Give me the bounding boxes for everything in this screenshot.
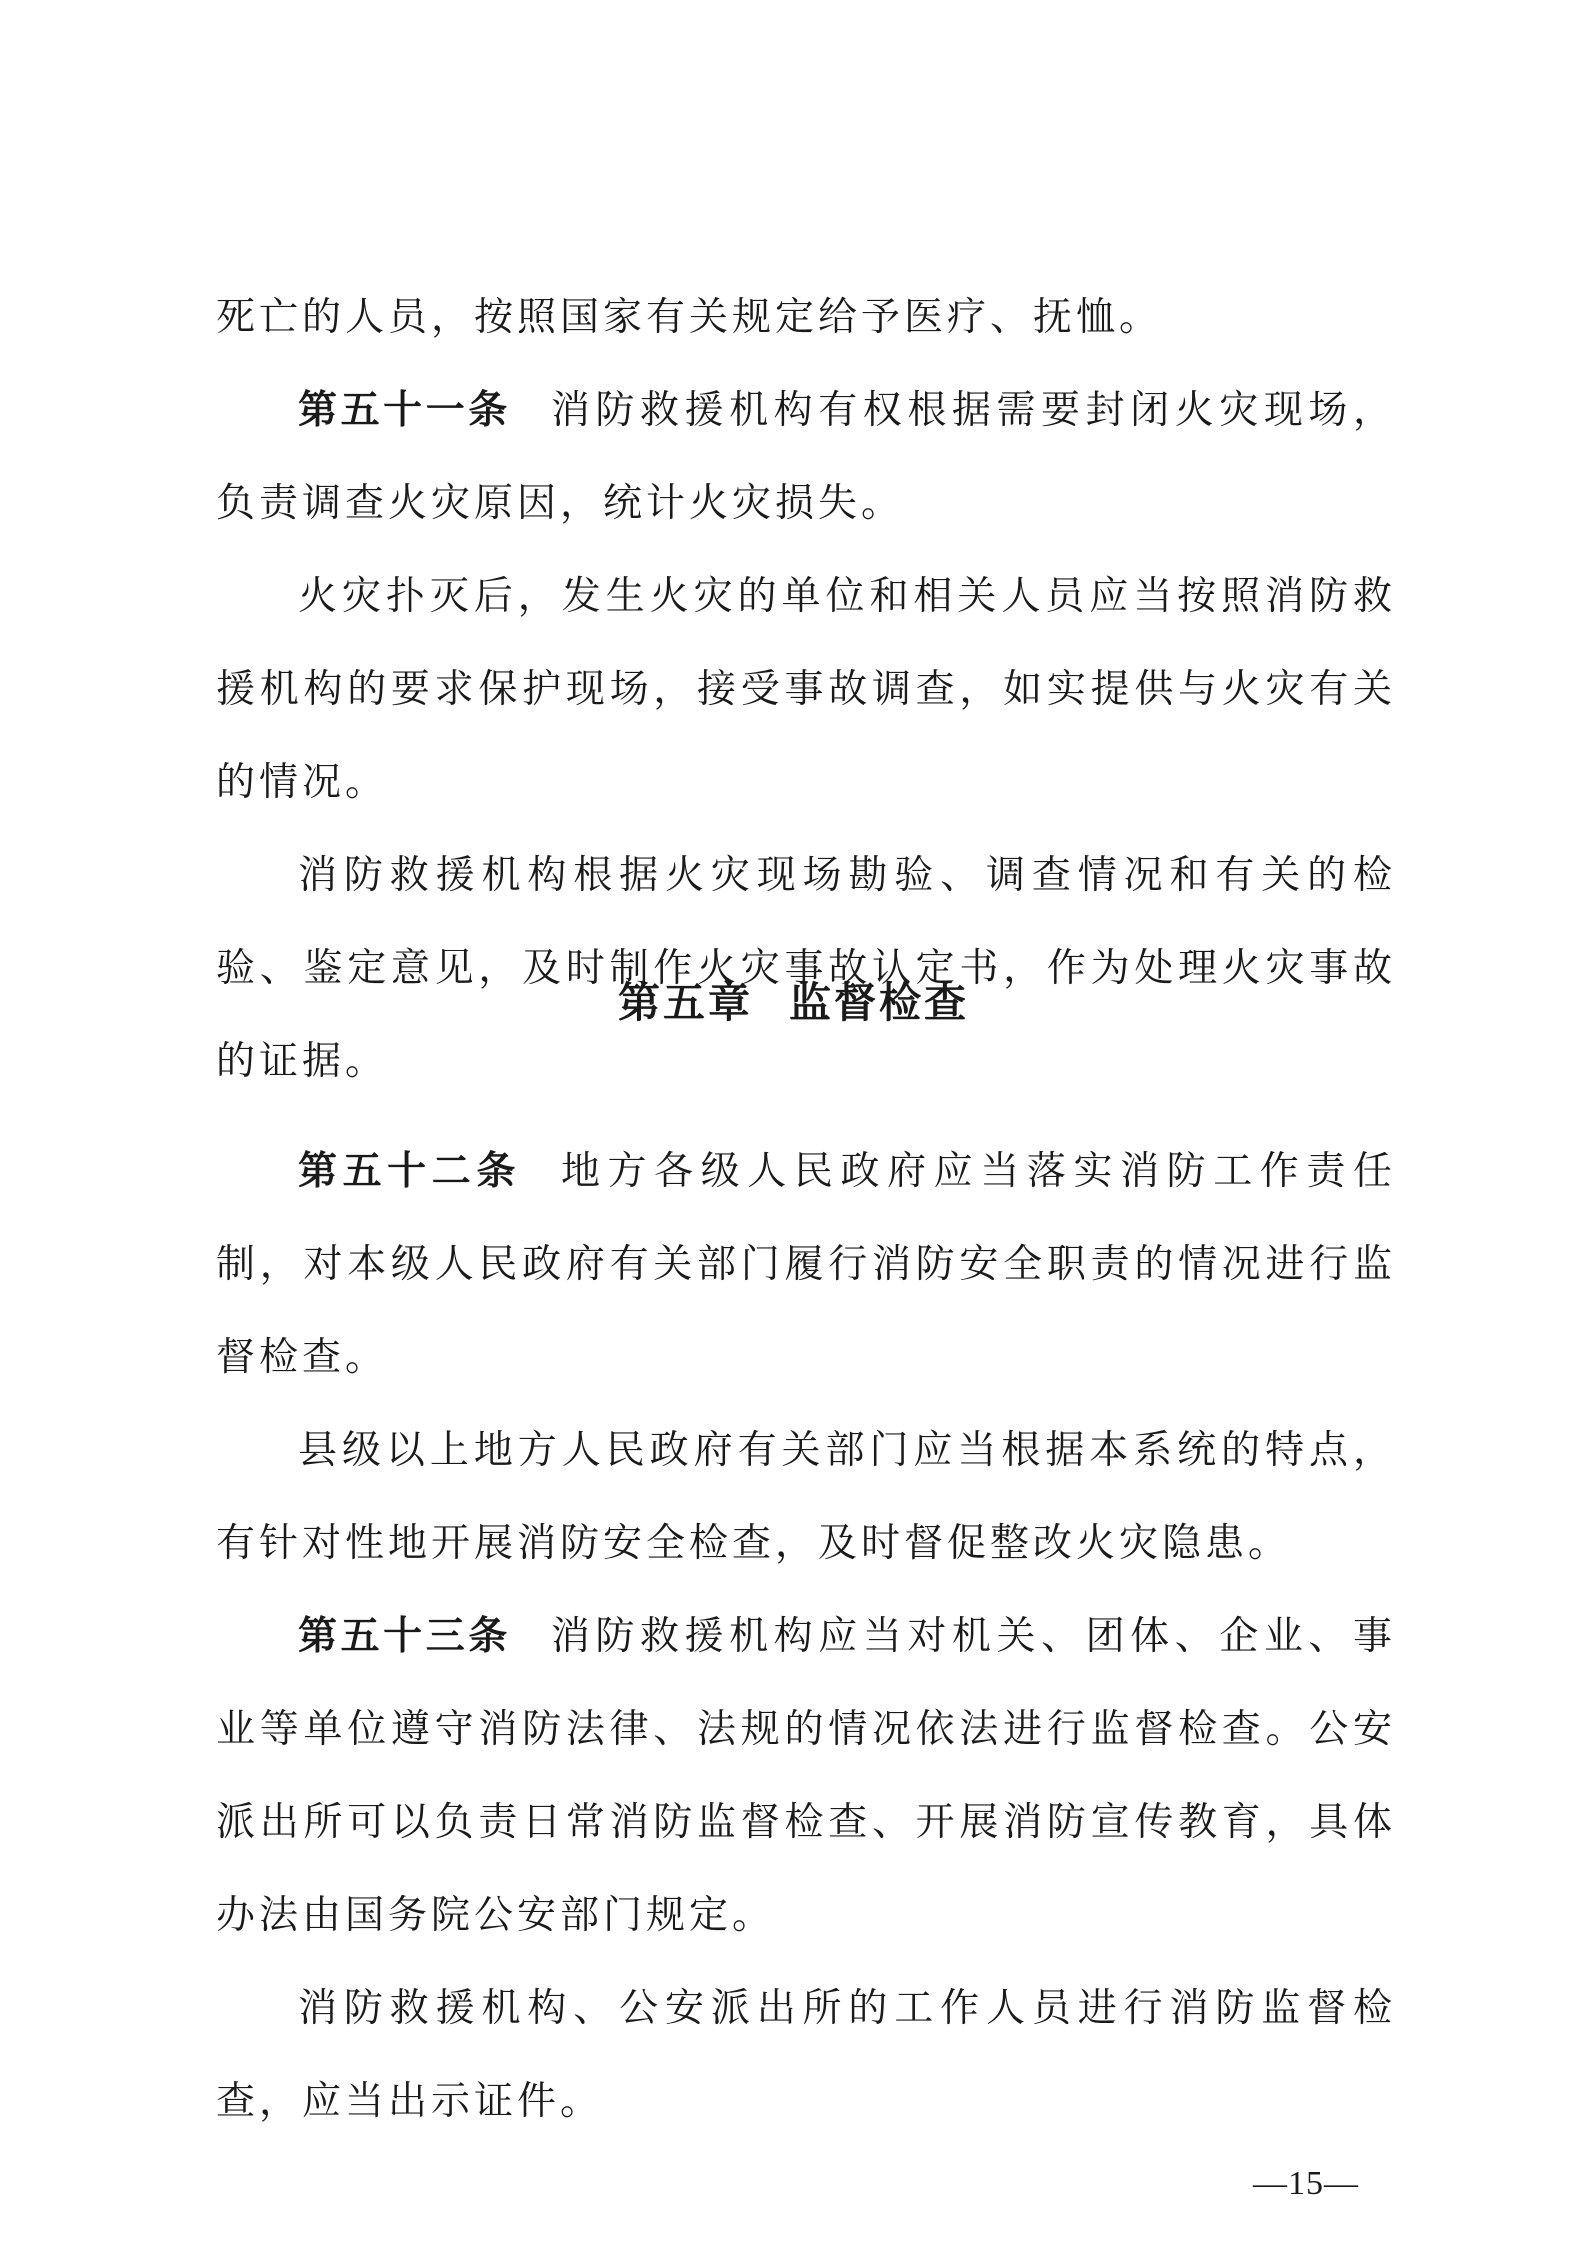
paragraph-article-52-clause-2: 县级以上地方人民政府有关部门应当根据本系统的特点，有针对性地开展消防安全检查，及时督促整改火灾隐患。	[216, 1428, 1396, 1566]
article-52-text: 地方各级人民政府应当落实消防工作责任制，对本级人民政府有关部门履行消防安全职责的情况进行监督检查。	[216, 1149, 1396, 1380]
page-number: —15—	[1253, 2165, 1359, 2202]
paragraph-article-53	[216, 1590, 1396, 1962]
paragraph-article-52	[216, 1125, 1396, 1404]
chapter-title: 监督检查	[789, 978, 970, 1027]
article-53-label: 第五十三条	[298, 1614, 511, 1659]
article-51-label: 第五十一条	[298, 388, 511, 433]
text-block-articles-52-53	[216, 1125, 1396, 2148]
paragraph-article-51	[216, 364, 1396, 550]
article-52-label: 第五十二条	[298, 1149, 521, 1194]
paragraph-article-51-clause-3: 消防救援机构根据火灾现场勘验、调查情况和有关的检验、鉴定意见，及时制作火灾事故认定书，作为处理火灾事故的证据。	[216, 853, 1396, 1084]
article-51-text: 消防救援机构有权根据需要封闭火灾现场，负责调查火灾原因，统计火灾损失。	[216, 388, 1396, 526]
paragraph-article-53-clause-2: 消防救援机构、公安派出所的工作人员进行消防监督检查，应当出示证件。	[216, 1986, 1396, 2124]
paragraph-article-51-clause-2: 火灾扑灭后，发生火灾的单位和相关人员应当按照消防救援机构的要求保护现场，接受事故调查，如实提供与火灾有关的情况。	[216, 574, 1396, 805]
article-53-text: 消防救援机构应当对机关、团体、企业、事业等单位遵守消防法律、法规的情况依法进行监督检查。公安派出所可以负责日常消防监督检查、开展消防宣传教育，具体办法由国务院公安部门规定。	[216, 1614, 1396, 1938]
chapter-heading	[0, 970, 1587, 1030]
paragraph-carry-over: 死亡的人员，按照国家有关规定给予医疗、抚恤。	[216, 295, 1163, 340]
chapter-number: 第五章	[617, 978, 753, 1027]
